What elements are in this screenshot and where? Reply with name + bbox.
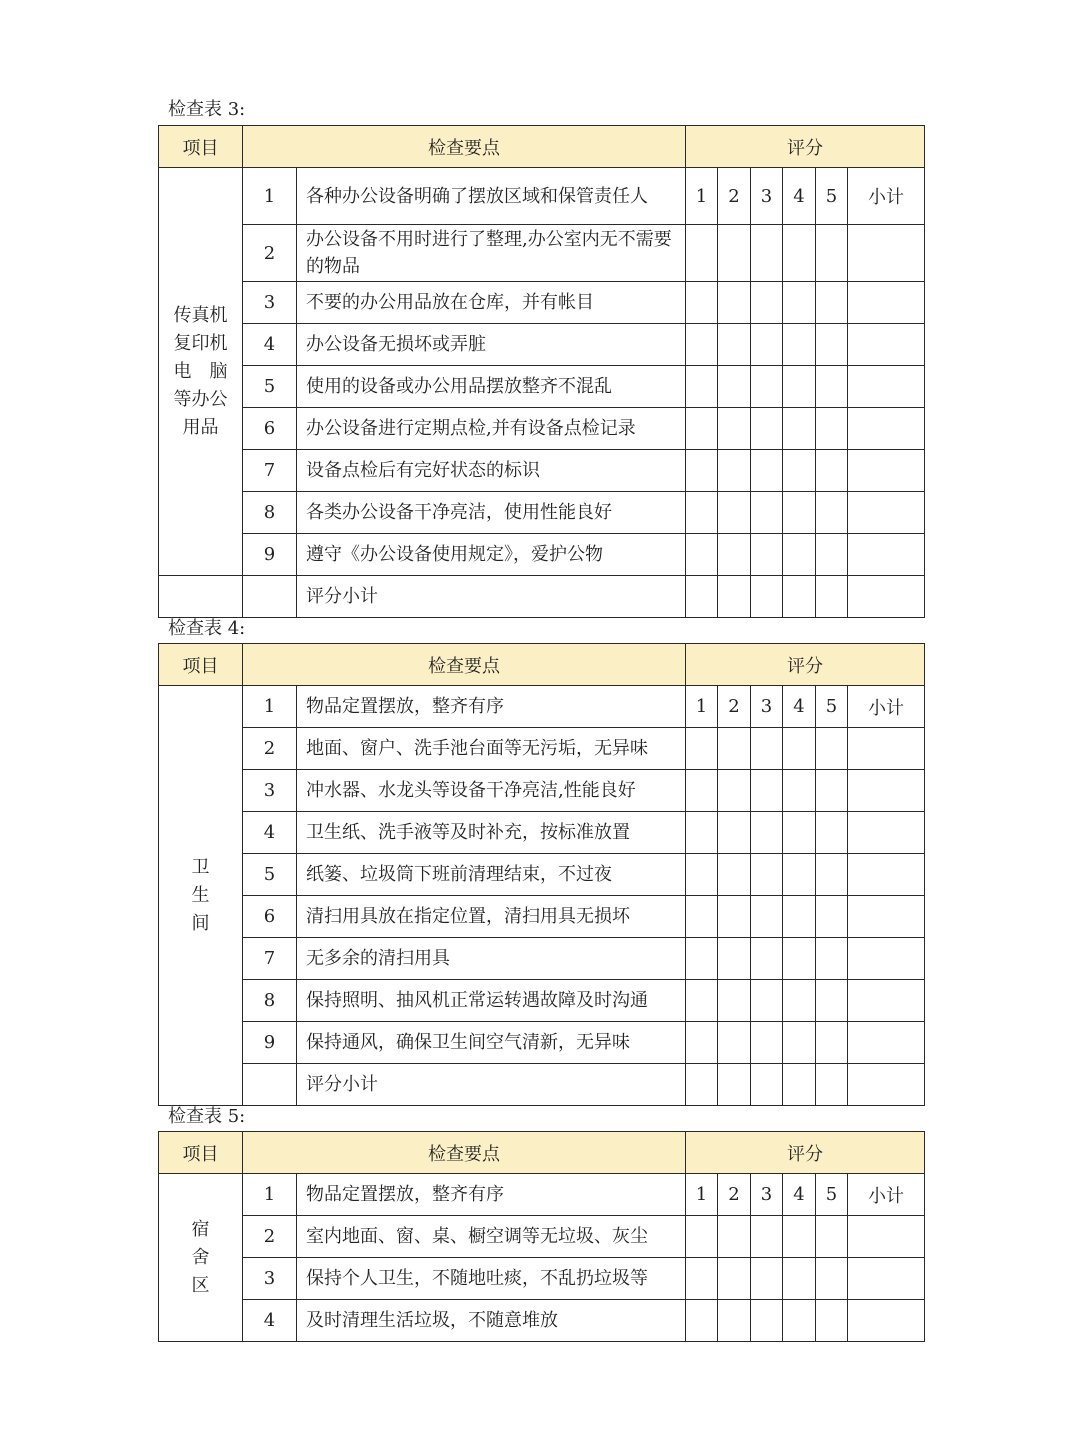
score-cell[interactable] [816,576,848,618]
subtotal-cell[interactable] [848,534,925,576]
check-point: 各种办公设备明确了摆放区域和保管责任人 [297,168,686,225]
score-cell[interactable] [816,324,848,366]
score-cell[interactable] [751,1258,783,1300]
row-number: 8 [243,980,297,1022]
check-point: 遵守《办公设备使用规定》，爱护公物 [297,534,686,576]
score-cell[interactable] [783,408,816,450]
score-cell[interactable] [751,366,783,408]
section-caption: 检查表 4: [168,618,246,639]
check-point: 室内地面、窗、桌、橱空调等无垃圾、灰尘 [297,1216,686,1258]
score-cell[interactable] [751,980,783,1022]
score-cell[interactable] [751,450,783,492]
score-cell[interactable] [816,728,848,770]
row-number: 3 [243,770,297,812]
row-number: 8 [243,492,297,534]
score-cell[interactable] [816,492,848,534]
subtotal-cell[interactable] [848,1300,925,1342]
score-cell[interactable] [718,534,751,576]
subtotal-cell[interactable] [848,812,925,854]
score-cell[interactable] [686,324,718,366]
subtotal-cell[interactable] [848,1258,925,1300]
score-cell[interactable] [751,1300,783,1342]
score-cell[interactable] [686,1216,718,1258]
score-label: 4 [783,686,816,728]
row-number: 4 [243,1300,297,1342]
check-point: 及时清理生活垃圾，不随意堆放 [297,1300,686,1342]
score-cell[interactable] [686,896,718,938]
score-cell[interactable] [686,980,718,1022]
score-cell[interactable] [751,854,783,896]
empty-cell [159,576,243,618]
subtotal-cell[interactable] [848,896,925,938]
score-label-subtotal: 小计 [848,1174,925,1216]
score-cell[interactable] [816,1064,848,1106]
score-cell[interactable] [686,1064,718,1106]
score-cell[interactable] [783,1300,816,1342]
check-point: 无多余的清扫用具 [297,938,686,980]
score-label: 3 [751,1174,783,1216]
subtotal-label: 评分小计 [297,1064,686,1106]
row-number: 2 [243,1216,297,1258]
score-cell[interactable] [816,225,848,282]
category-cell: 宿 舍 区 [159,1174,243,1342]
check-point: 设备点检后有完好状态的标识 [297,450,686,492]
score-cell[interactable] [751,1216,783,1258]
row-number: 1 [243,168,297,225]
score-cell[interactable] [783,1216,816,1258]
row-number: 9 [243,1022,297,1064]
score-label: 5 [816,168,848,225]
check-point: 冲水器、水龙头等设备干净亮洁,性能良好 [297,770,686,812]
score-cell[interactable] [718,408,751,450]
row-number: 7 [243,450,297,492]
subtotal-cell[interactable] [848,408,925,450]
empty-cell [243,576,297,618]
row-number: 6 [243,896,297,938]
section-caption: 检查表 5: [168,1106,246,1127]
score-cell[interactable] [751,408,783,450]
row-number: 2 [243,225,297,282]
score-cell[interactable] [718,728,751,770]
score-cell[interactable] [686,225,718,282]
score-cell[interactable] [783,1258,816,1300]
score-cell[interactable] [718,1022,751,1064]
row-number: 5 [243,366,297,408]
score-cell[interactable] [783,534,816,576]
score-cell[interactable] [718,896,751,938]
header-points: 检查要点 [243,644,686,686]
score-cell[interactable] [783,896,816,938]
score-cell[interactable] [718,1300,751,1342]
subtotal-cell[interactable] [848,1216,925,1258]
check-point: 物品定置摆放，整齐有序 [297,1174,686,1216]
score-cell[interactable] [686,1258,718,1300]
category-cell: 传真机 复印机 电 脑 等办公 用品 [159,168,243,576]
score-cell[interactable] [816,770,848,812]
score-cell[interactable] [718,225,751,282]
subtotal-cell[interactable] [848,938,925,980]
checklist-table [158,643,925,1106]
check-point: 不要的办公用品放在仓库，并有帐目 [297,282,686,324]
score-cell[interactable] [783,938,816,980]
score-cell[interactable] [718,770,751,812]
score-label: 4 [783,168,816,225]
category-cell: 卫 生 间 [159,686,243,1106]
score-cell[interactable] [783,576,816,618]
checklist-table [158,125,925,618]
subtotal-cell[interactable] [848,282,925,324]
score-cell[interactable] [783,225,816,282]
check-point: 物品定置摆放，整齐有序 [297,686,686,728]
section-caption: 检查表 3: [168,99,246,120]
check-point: 使用的设备或办公用品摆放整齐不混乱 [297,366,686,408]
score-label: 2 [718,686,751,728]
score-cell[interactable] [783,728,816,770]
score-cell[interactable] [718,854,751,896]
score-cell[interactable] [686,770,718,812]
score-label: 3 [751,168,783,225]
subtotal-cell[interactable] [848,576,925,618]
score-cell[interactable] [718,366,751,408]
score-cell[interactable] [751,282,783,324]
subtotal-cell[interactable] [848,324,925,366]
score-cell[interactable] [751,812,783,854]
subtotal-cell[interactable] [848,854,925,896]
row-number: 1 [243,1174,297,1216]
row-number: 3 [243,1258,297,1300]
check-point: 清扫用具放在指定位置，清扫用具无损坏 [297,896,686,938]
score-cell[interactable] [751,896,783,938]
score-cell[interactable] [751,492,783,534]
row-number: 2 [243,728,297,770]
score-cell[interactable] [686,492,718,534]
score-label: 5 [816,686,848,728]
check-point: 保持个人卫生，不随地吐痰，不乱扔垃圾等 [297,1258,686,1300]
score-cell[interactable] [816,282,848,324]
score-cell[interactable] [751,938,783,980]
check-point: 保持通风，确保卫生间空气清新，无异味 [297,1022,686,1064]
score-cell[interactable] [718,282,751,324]
row-number: 1 [243,686,297,728]
score-cell[interactable] [783,450,816,492]
row-number: 4 [243,812,297,854]
score-cell[interactable] [686,728,718,770]
score-cell[interactable] [751,324,783,366]
score-cell[interactable] [686,1300,718,1342]
subtotal-cell[interactable] [848,1064,925,1106]
subtotal-cell[interactable] [848,1022,925,1064]
score-label: 5 [816,1174,848,1216]
score-cell[interactable] [718,1216,751,1258]
score-cell[interactable] [783,812,816,854]
score-cell[interactable] [718,812,751,854]
score-cell[interactable] [686,854,718,896]
header-item: 项目 [159,126,243,168]
score-cell[interactable] [686,282,718,324]
score-cell[interactable] [718,980,751,1022]
score-cell[interactable] [816,366,848,408]
score-cell[interactable] [686,1022,718,1064]
score-label-subtotal: 小计 [848,168,925,225]
header-item: 项目 [159,644,243,686]
check-point: 各类办公设备干净亮洁，使用性能良好 [297,492,686,534]
subtotal-cell[interactable] [848,450,925,492]
checklist-table [158,1131,925,1342]
score-cell[interactable] [718,324,751,366]
header-score: 评分 [686,644,925,686]
score-cell[interactable] [816,1300,848,1342]
subtotal-cell[interactable] [848,728,925,770]
row-number: 6 [243,408,297,450]
score-cell[interactable] [816,980,848,1022]
subtotal-cell[interactable] [848,366,925,408]
score-label: 1 [686,168,718,225]
score-cell[interactable] [783,366,816,408]
score-cell[interactable] [718,492,751,534]
score-cell[interactable] [783,492,816,534]
subtotal-cell[interactable] [848,492,925,534]
check-point: 办公设备进行定期点检,并有设备点检记录 [297,408,686,450]
score-cell[interactable] [718,1258,751,1300]
score-cell[interactable] [686,938,718,980]
score-cell[interactable] [783,1022,816,1064]
check-point: 地面、窗户、洗手池台面等无污垢，无异味 [297,728,686,770]
header-item: 项目 [159,1132,243,1174]
score-cell[interactable] [751,770,783,812]
score-cell[interactable] [751,1022,783,1064]
score-cell[interactable] [686,450,718,492]
score-label-subtotal: 小计 [848,686,925,728]
score-label: 1 [686,686,718,728]
score-cell[interactable] [783,282,816,324]
score-cell[interactable] [783,854,816,896]
score-cell[interactable] [783,324,816,366]
score-cell[interactable] [751,576,783,618]
score-cell[interactable] [816,896,848,938]
score-cell[interactable] [686,366,718,408]
score-cell[interactable] [816,1258,848,1300]
subtotal-cell[interactable] [848,770,925,812]
check-point: 办公设备不用时进行了整理,办公室内无不需要的物品 [297,225,686,282]
score-cell[interactable] [718,938,751,980]
subtotal-label: 评分小计 [297,576,686,618]
score-cell[interactable] [686,408,718,450]
score-cell[interactable] [816,534,848,576]
score-label: 3 [751,686,783,728]
score-cell[interactable] [816,1022,848,1064]
score-cell[interactable] [816,938,848,980]
header-points: 检查要点 [243,1132,686,1174]
score-cell[interactable] [751,728,783,770]
check-point: 纸篓、垃圾筒下班前清理结束，不过夜 [297,854,686,896]
score-cell[interactable] [783,1064,816,1106]
score-cell[interactable] [816,450,848,492]
row-number: 5 [243,854,297,896]
score-cell[interactable] [718,450,751,492]
score-label: 2 [718,168,751,225]
score-cell[interactable] [751,1064,783,1106]
score-label: 1 [686,1174,718,1216]
score-cell[interactable] [751,225,783,282]
header-score: 评分 [686,1132,925,1174]
score-cell[interactable] [718,576,751,618]
score-cell[interactable] [718,1064,751,1106]
score-cell[interactable] [783,980,816,1022]
check-point: 办公设备无损坏或弄脏 [297,324,686,366]
check-point: 卫生纸、洗手液等及时补充，按标准放置 [297,812,686,854]
score-cell[interactable] [686,812,718,854]
score-cell[interactable] [816,854,848,896]
score-cell[interactable] [751,534,783,576]
row-number: 7 [243,938,297,980]
check-point: 保持照明、抽风机正常运转遇故障及时沟通 [297,980,686,1022]
score-cell[interactable] [816,408,848,450]
score-cell[interactable] [816,1216,848,1258]
row-number: 9 [243,534,297,576]
empty-cell [243,1064,297,1106]
row-number: 4 [243,324,297,366]
row-number: 3 [243,282,297,324]
header-points: 检查要点 [243,126,686,168]
subtotal-cell[interactable] [848,225,925,282]
score-label: 4 [783,1174,816,1216]
score-cell[interactable] [816,812,848,854]
score-cell[interactable] [686,576,718,618]
subtotal-cell[interactable] [848,980,925,1022]
header-score: 评分 [686,126,925,168]
score-label: 2 [718,1174,751,1216]
score-cell[interactable] [686,534,718,576]
score-cell[interactable] [783,770,816,812]
